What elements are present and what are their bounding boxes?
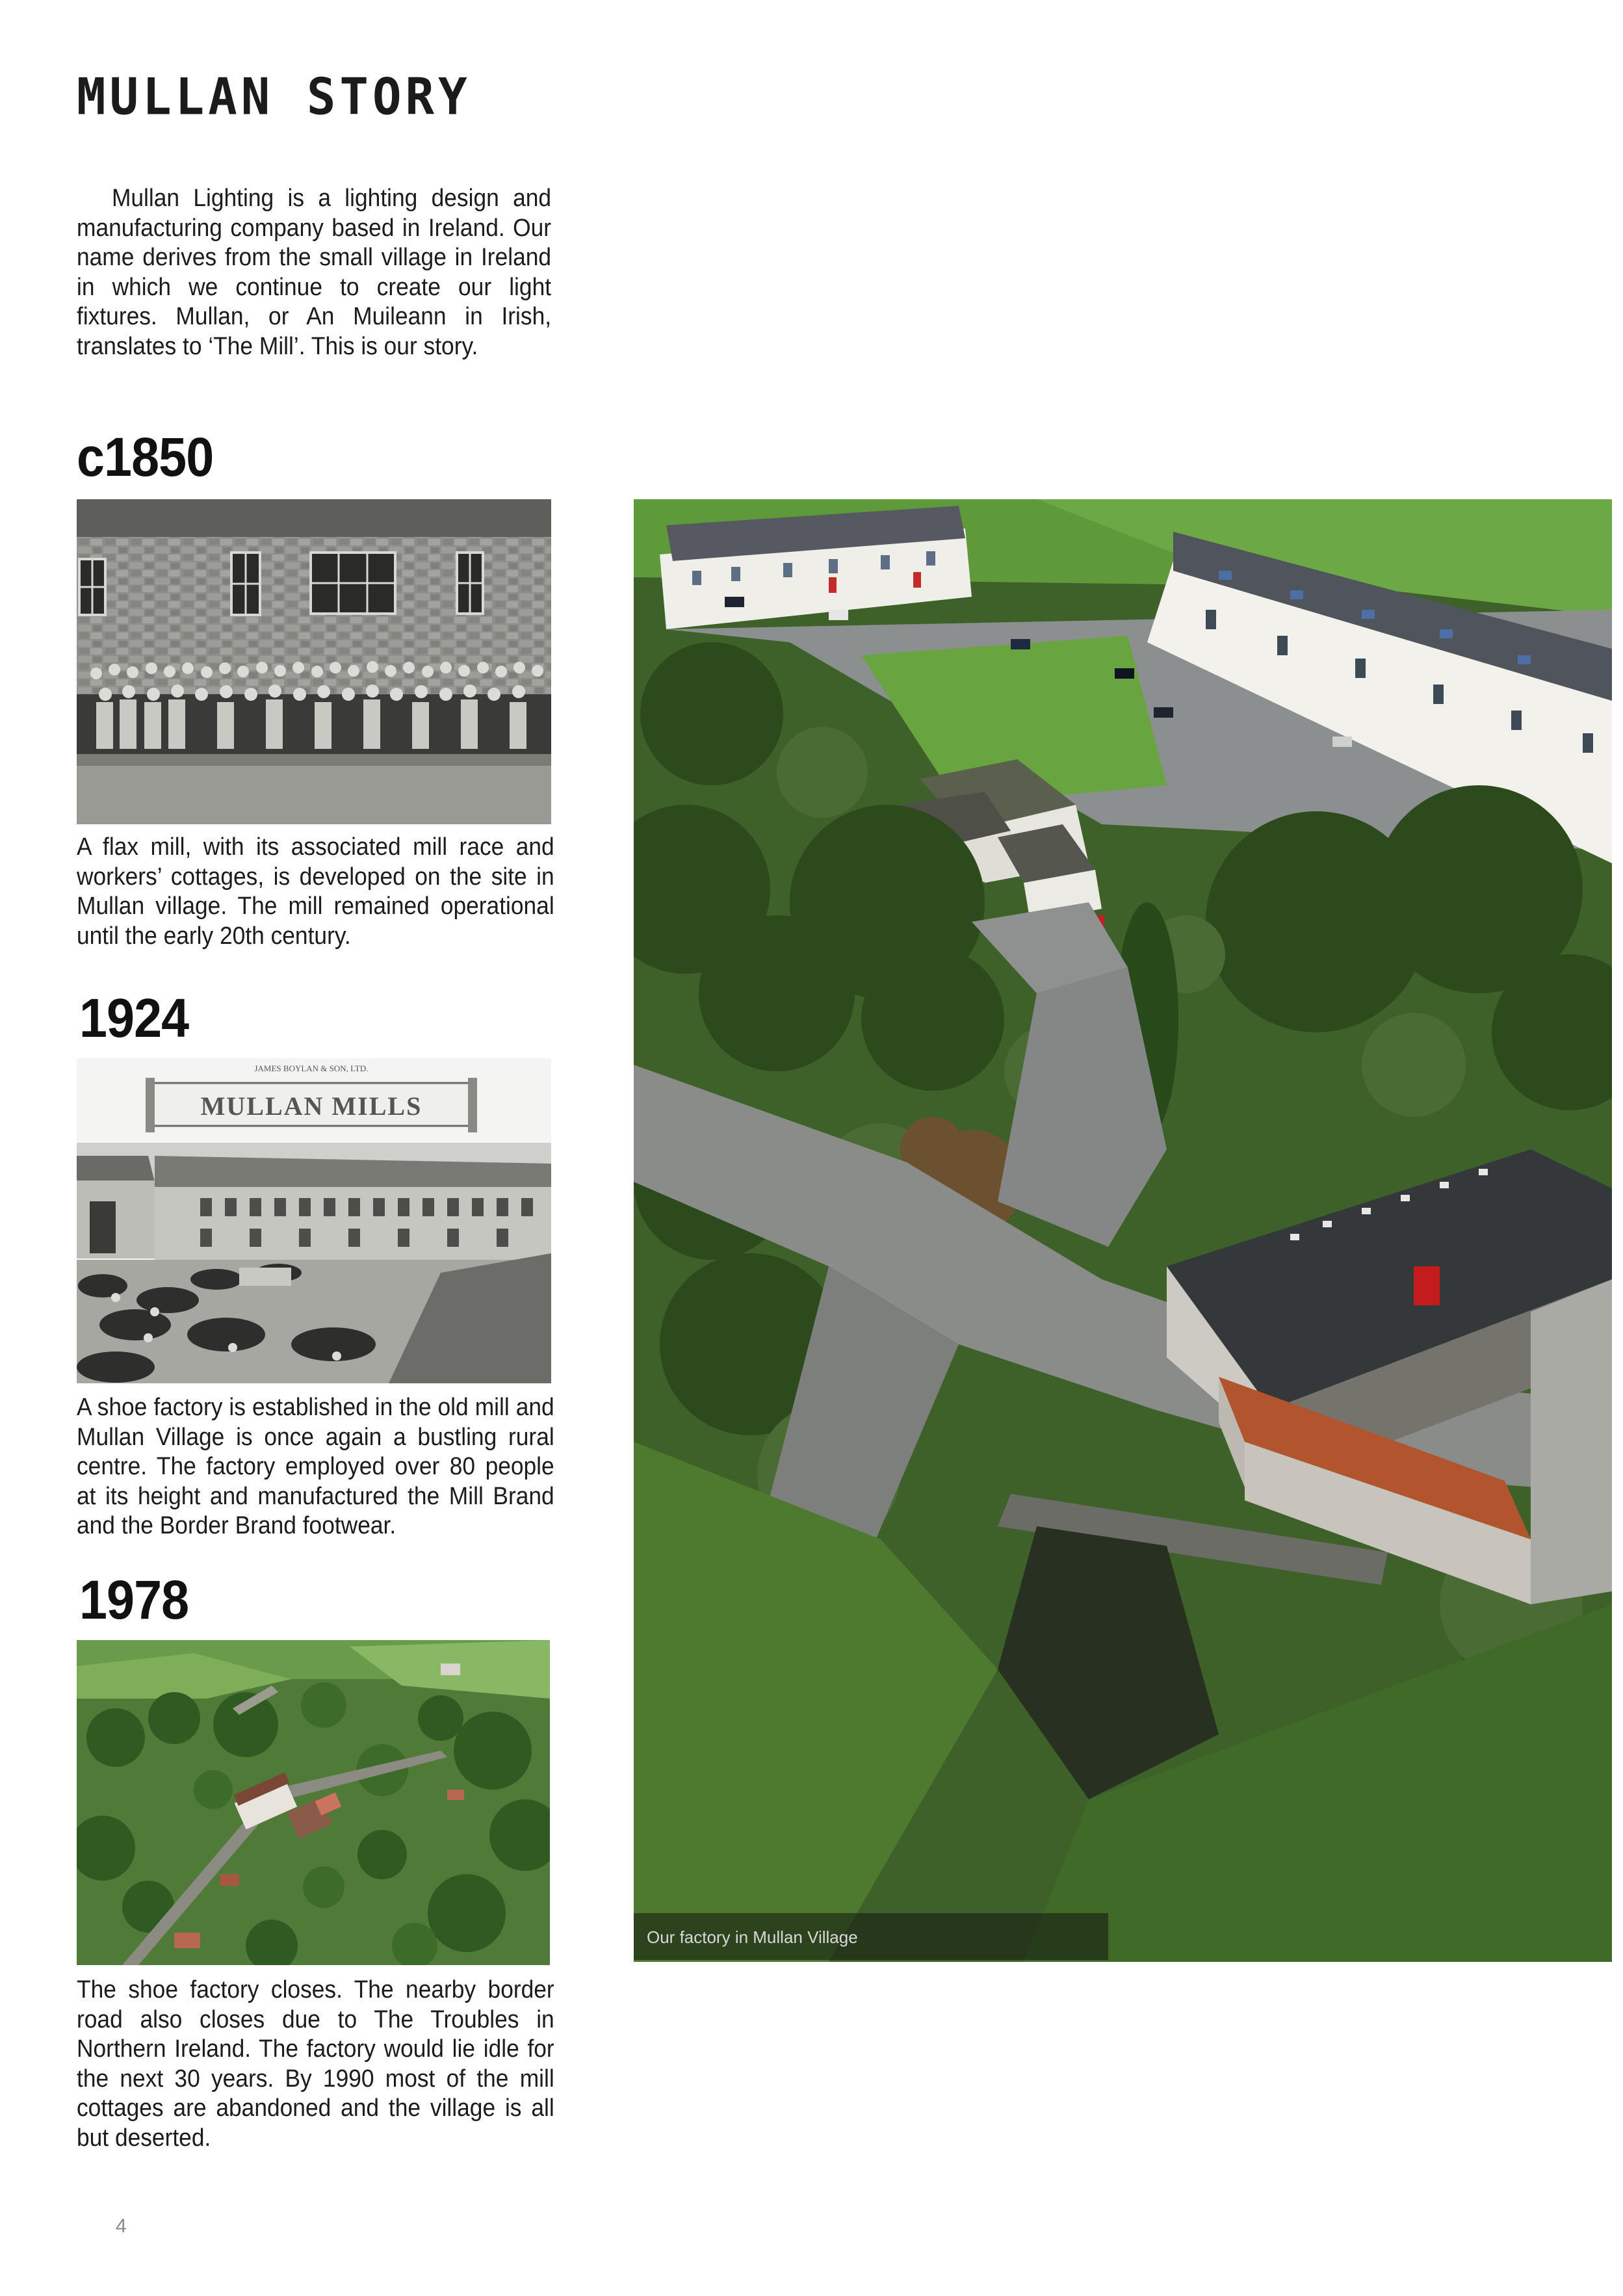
mill-workers-illustration bbox=[77, 499, 551, 824]
hero-photo-factory-aerial bbox=[634, 499, 1612, 1962]
1924-description: A shoe factory is established in the old mill and Mullan Village is once again a bustling rural centre. The factory employed over 80 people at its height and manufactured the Mill Brand and the Border Brand footwear. bbox=[77, 1394, 554, 1539]
1978-description: The shoe factory closes. The nearby border road also closes due to The Troubles in Northern Ireland. The factory would lie idle for the next 30 years. By 1990 most of the mill cottages are abandoned and the village is all but deserted. bbox=[77, 1976, 554, 2152]
year-heading-1924: 1924 bbox=[79, 987, 189, 1049]
page-number: 4 bbox=[116, 2215, 127, 2237]
page-title: MULLAN STORY bbox=[77, 68, 471, 127]
photo-mullan-mills-1924 bbox=[77, 1058, 551, 1383]
intro-paragraph: Mullan Lighting is a lighting design and manufacturing company based in Ireland. Our name derives from the small village in Ireland in which we continue to create our light fixtures. Mullan, or An Muileann in Irish, translates to ‘The Mill’. This is our story. bbox=[77, 185, 552, 360]
sign-company-name: JAMES BOYLAN & SON, LTD. bbox=[254, 1063, 369, 1073]
year-heading-c1850: c1850 bbox=[77, 426, 214, 488]
mullan-mills-illustration bbox=[77, 1058, 551, 1383]
photo-aerial-1978 bbox=[77, 1640, 550, 1965]
c1850-description: A flax mill, with its associated mill race and workers’ cottages, is developed on the site in Mullan village. The mill remained operational until the early 20th century. bbox=[77, 833, 554, 950]
sign-mullan-mills: MULLAN MILLS bbox=[200, 1091, 422, 1121]
year-heading-1978: 1978 bbox=[79, 1569, 189, 1630]
photo-mill-workers-c1850 bbox=[77, 499, 551, 824]
aerial-village-1978-illustration bbox=[77, 1640, 550, 1965]
hero-caption: Our factory in Mullan Village bbox=[647, 1927, 858, 1947]
factory-aerial-illustration bbox=[634, 499, 1612, 1962]
